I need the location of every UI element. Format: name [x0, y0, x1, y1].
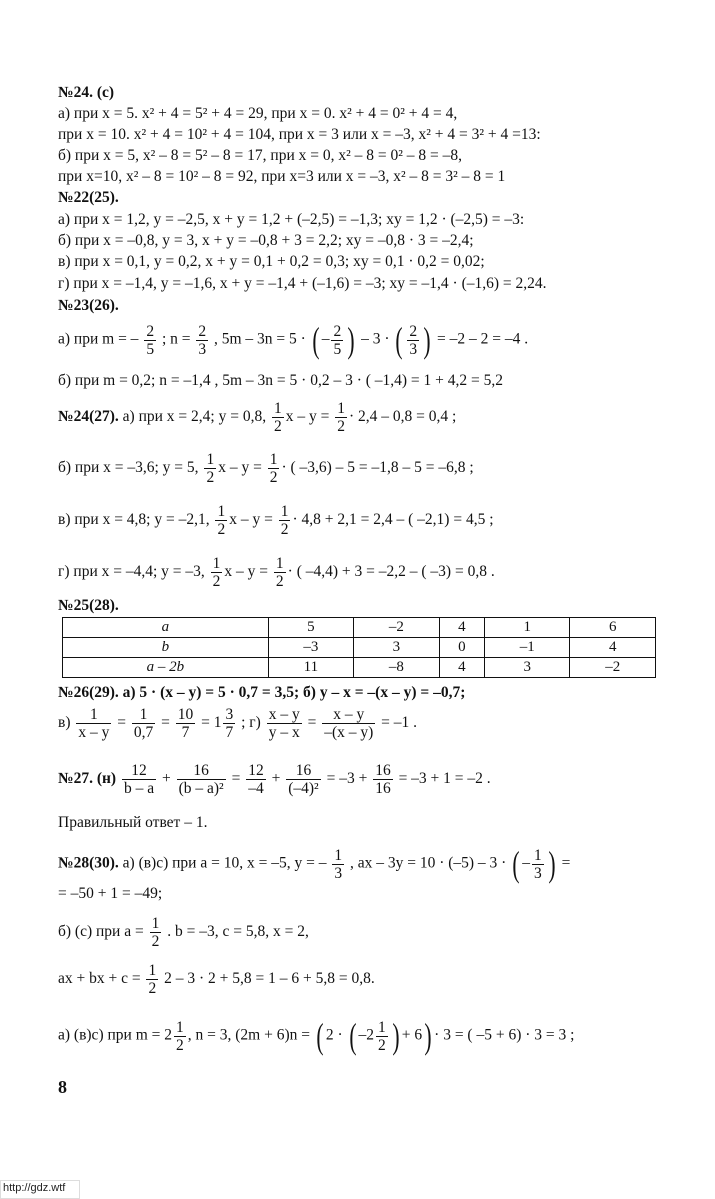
- numerator: 1: [273, 400, 282, 417]
- table-cell: 3: [485, 658, 570, 678]
- denominator: 2: [151, 933, 160, 950]
- left-paren: (: [348, 1016, 357, 1056]
- formula-line: [58, 555, 495, 590]
- denominator: y – x: [268, 724, 300, 741]
- text-segment: 2 ·: [325, 1026, 347, 1044]
- table-row: [63, 658, 656, 678]
- denominator: 2: [212, 573, 221, 590]
- denominator: –(x – y): [324, 724, 374, 741]
- text-segment: x – y =: [285, 408, 330, 426]
- fraction: [335, 400, 347, 435]
- denominator: b – a: [123, 780, 155, 797]
- text-segment: =: [561, 854, 571, 872]
- left-paren: (: [395, 320, 403, 360]
- denominator: (–4)²: [288, 780, 319, 797]
- fraction: [146, 962, 158, 997]
- text-segment: ; г): [241, 714, 261, 732]
- denominator: 2: [269, 469, 278, 486]
- text-segment: в) при x = 4,8; y = –2,1,: [58, 511, 210, 529]
- text-line: в) при x = 0,1, y = 0,2, x + y = 0,1 + 0,2 = 0,3; xy = 0,1 · 0,2 = 0,02;: [58, 253, 485, 270]
- table-cell: 5: [268, 618, 353, 638]
- text-segment: = –3 + 1 = –2 .: [398, 770, 491, 788]
- text-segment: 2 – 3 · 2 + 5,8 = 1 – 6 + 5,8 = 0,8.: [164, 970, 375, 988]
- problem-25-heading: №25(28).: [58, 597, 119, 614]
- text-segment: –2: [358, 1026, 375, 1044]
- formula-line: в) $\frac{1}{x - y}$ = $\frac{1}{0,7}$ = $\frac{10}{7}$ = 1 $\frac{3}{7}$ ; г) $\frac{x - y}{y - x}$ = $\frac{x - y}{-(x - y)}$ = –1 .: [58, 706, 418, 741]
- table-cell: –2: [354, 618, 439, 638]
- text-segment: , 5m – 3n = 5 ·: [214, 330, 306, 348]
- denominator: 5: [333, 340, 342, 358]
- text-segment: в): [58, 714, 71, 732]
- fraction: [331, 323, 343, 358]
- text-segment: . b = –3, c = 5,8, x = 2,: [167, 923, 309, 941]
- numerator: 2: [333, 322, 342, 340]
- denominator: 16: [375, 780, 391, 797]
- numerator: 2: [409, 322, 418, 340]
- table-cell: 4: [570, 638, 656, 658]
- formula-line: [58, 915, 309, 950]
- fraction: [223, 706, 235, 741]
- problem-24-heading: №24(27).: [58, 408, 119, 426]
- fraction: [272, 400, 284, 435]
- text-line: при x = 10. x² + 4 = 10² + 4 = 104, при x = 3 или x = –3, x² + 4 = 3² + 4 =13:: [58, 126, 541, 143]
- numerator: 1: [378, 1018, 386, 1036]
- text-segment: · 3 = ( –5 + 6) · 3 = 3 ;: [434, 1026, 575, 1044]
- problem-24c-heading: №24. (с): [58, 84, 115, 101]
- table-cell: –8: [354, 658, 439, 678]
- denominator: 2: [206, 469, 215, 486]
- table-cell: a: [63, 618, 269, 638]
- problem-28-heading: №28(30).: [58, 854, 119, 872]
- numerator: 1: [217, 503, 226, 520]
- table-cell: 11: [268, 658, 353, 678]
- denominator: 7: [181, 724, 190, 741]
- fraction: [373, 762, 393, 797]
- table-cell: 3: [354, 638, 439, 658]
- numerator: 1: [337, 400, 345, 417]
- formula-line: №28(30). а) (в)с) при a = 10, x = –5, y = – $\frac{1}{3}$ , ax – 3y = 10 · (–5) – 3 · ( – $\frac{1}{3}$ ) =: [58, 844, 571, 884]
- fraction: [268, 451, 280, 486]
- table-cell: –1: [485, 638, 570, 658]
- fraction: [176, 706, 196, 741]
- table-cell: 6: [570, 618, 656, 638]
- text-segment: а) (в)с) при a = 10, x = –5, y = –: [122, 854, 327, 872]
- problem-22-heading: №22(25).: [58, 189, 119, 206]
- denominator: 3: [533, 864, 542, 882]
- numerator: 1: [148, 962, 157, 979]
- formula-line: [58, 962, 375, 997]
- numerator: 16: [375, 762, 391, 779]
- numerator: 16: [177, 762, 226, 780]
- denominator: –4: [248, 780, 264, 797]
- right-paren: ): [423, 320, 431, 360]
- table-row: [63, 638, 656, 658]
- text-segment: x – y =: [224, 563, 269, 581]
- text-line: Правильный ответ – 1.: [58, 814, 208, 831]
- text-segment: · ( –4,4) + 3 = –2,2 – ( –3) = 0,8 .: [287, 563, 495, 581]
- table-cell: –3: [268, 638, 353, 658]
- numerator: 10: [177, 706, 194, 723]
- footer-url: http://gdz.wtf: [3, 1182, 66, 1194]
- fraction: [204, 451, 216, 486]
- text-line: а) при x = 1,2, y = –2,5, x + y = 1,2 + (–2,5) = –1,3; xy = 1,2 · (–2,5) = –3:: [58, 211, 525, 228]
- denominator: 2: [217, 521, 226, 538]
- denominator: 2: [275, 573, 284, 590]
- denominator: 5: [146, 340, 155, 358]
- text-segment: б) при x = –3,6; y = 5,: [58, 459, 199, 477]
- text-line: при x=10, x² – 8 = 10² – 8 = 92, при x=3 или x = –3, x² – 8 = 3² – 8 = 1: [58, 168, 506, 185]
- text-segment: а) при x = 2,4; y = 0,8,: [122, 408, 267, 426]
- fraction: [76, 706, 111, 741]
- numerator: 1: [212, 555, 221, 572]
- fraction: [246, 762, 266, 797]
- formula-line: [58, 451, 474, 486]
- fraction: [279, 503, 291, 538]
- formula-line: а) при m = – $\frac{2}{5}$ ; n = $\frac{2}{3}$ , 5m – 3n = 5 · ( – $\frac{2}{5}$ ) – 3 · ( $\frac{2}{3}$ ) = –2 – 2 = –4 .: [58, 320, 529, 360]
- denominator: 2: [337, 418, 345, 435]
- formula-line: [58, 400, 456, 435]
- fraction: [322, 706, 375, 741]
- fraction: [122, 762, 156, 797]
- text-line: б) при x = 5, x² – 8 = 5² – 8 = 17, при x = 0, x² – 8 = 0² – 8 = –8,: [58, 147, 463, 164]
- text-segment: + 6: [401, 1026, 423, 1044]
- fraction: [211, 555, 223, 590]
- text-segment: г) при x = –4,4; y = –3,: [58, 563, 205, 581]
- text-segment: ; n =: [161, 330, 191, 348]
- denominator: 2: [273, 418, 282, 435]
- fraction: [215, 503, 227, 538]
- fraction: [286, 762, 320, 797]
- values-table: [62, 617, 656, 678]
- fraction: [532, 847, 544, 882]
- numerator: 1: [269, 451, 278, 468]
- left-paren: (: [512, 844, 520, 884]
- text-segment: · ( –3,6) – 5 = –1,8 – 5 = –6,8 ;: [281, 459, 474, 477]
- problem-27-heading: №27. (н): [58, 770, 117, 788]
- fraction: [267, 706, 302, 741]
- numerator: 1: [533, 846, 542, 864]
- fraction: [177, 762, 226, 797]
- numerator: 1: [280, 503, 289, 520]
- denominator: 2: [378, 1036, 386, 1054]
- fraction: [407, 323, 419, 358]
- left-paren: (: [312, 320, 320, 360]
- fraction: [150, 915, 162, 950]
- numerator: 1: [275, 555, 284, 572]
- text-segment: x – y =: [218, 459, 262, 477]
- fraction: [274, 555, 286, 590]
- text-line: б) при m = 0,2; n = –1,4 , 5m – 3n = 5 · 0,2 – 3 · ( –1,4) = 1 + 4,2 = 5,2: [58, 372, 504, 389]
- denominator: 2: [280, 521, 289, 538]
- fraction: [332, 847, 344, 882]
- text-segment: x – y =: [229, 511, 273, 529]
- numerator: 12: [122, 762, 156, 780]
- text-segment: ax + bx + c =: [58, 970, 141, 988]
- denominator: x – y: [78, 724, 110, 741]
- text-segment: = –3 +: [326, 770, 368, 788]
- text-segment: , n = 3, (2m + 6)n =: [187, 1026, 310, 1044]
- formula-line: [58, 1018, 574, 1054]
- numerator: 1: [206, 451, 215, 468]
- table-cell: a – 2b: [63, 658, 269, 678]
- right-paren: ): [392, 1016, 400, 1056]
- numerator: 1: [132, 706, 155, 724]
- text-line: б) при x = –0,8, y = 3, x + y = –0,8 + 3 = 2,2; xy = –0,8 · 3 = –2,4;: [58, 232, 474, 249]
- text-line: = –50 + 1 = –49;: [58, 885, 163, 902]
- denominator: 0,7: [133, 724, 154, 741]
- denominator: (b – a)²: [178, 780, 224, 797]
- problem-23-heading: №23(26).: [58, 297, 119, 314]
- numerator: 12: [248, 762, 264, 779]
- denominator: 3: [334, 864, 343, 882]
- fraction: [196, 323, 208, 358]
- table-cell: –2: [570, 658, 656, 678]
- denominator: 7: [225, 724, 234, 741]
- numerator: 16: [286, 762, 320, 780]
- text-segment: = –1 .: [381, 714, 418, 732]
- text-line: г) при x = –1,4, y = –1,6, x + y = –1,4 + (–1,6) = –3; xy = –1,4 · (–1,6) = 2,24.: [58, 275, 547, 292]
- text-segment: , ax – 3y = 10 · (–5) – 3 ·: [349, 854, 507, 872]
- text-segment: – 3 ·: [361, 330, 390, 348]
- right-paren: ): [548, 844, 556, 884]
- text-segment: · 4,8 + 2,1 = 2,4 – ( –2,1) = 4,5 ;: [292, 511, 494, 529]
- numerator: 1: [151, 915, 160, 932]
- fraction: [132, 706, 155, 741]
- table-cell: 4: [439, 618, 484, 638]
- text-line: №26(29). а) 5 · (x – y) = 5 · 0,7 = 3,5; б) y – x = –(x – y) = –0,7;: [58, 684, 466, 701]
- denominator: 2: [148, 980, 157, 997]
- right-paren: ): [347, 320, 355, 360]
- numerator: 1: [176, 1018, 184, 1036]
- text-segment: = 1: [201, 714, 222, 732]
- denominator: 3: [409, 340, 418, 358]
- table-cell: 1: [485, 618, 570, 638]
- text-segment: а) (в)с) при m = 2: [58, 1026, 172, 1044]
- text-segment: б) (с) при a =: [58, 923, 144, 941]
- fraction: [376, 1019, 388, 1054]
- numerator: 1: [76, 706, 111, 724]
- table-cell: b: [63, 638, 269, 658]
- page-number: 8: [58, 1077, 67, 1097]
- fraction: [174, 1019, 186, 1054]
- text-segment: = –2 – 2 = –4 .: [437, 330, 529, 348]
- left-paren: (: [316, 1016, 324, 1056]
- text-segment: · 2,4 – 0,8 = 0,4 ;: [348, 408, 457, 426]
- numerator: 1: [334, 846, 343, 864]
- formula-line: [58, 503, 494, 538]
- right-paren: ): [424, 1016, 432, 1056]
- denominator: 2: [176, 1036, 184, 1054]
- denominator: 3: [198, 340, 207, 358]
- numerator: 2: [198, 322, 207, 340]
- table-cell: 4: [439, 658, 484, 678]
- text-segment: а) при m = –: [58, 330, 139, 348]
- numerator: 2: [146, 322, 155, 340]
- numerator: x – y: [322, 706, 375, 724]
- table-row: [63, 618, 656, 638]
- numerator: 3: [225, 706, 234, 723]
- fraction: [144, 323, 156, 358]
- table-cell: 0: [439, 638, 484, 658]
- text-line: а) при x = 5. x² + 4 = 5² + 4 = 29, при x = 0. x² + 4 = 0² + 4 = 4,: [58, 105, 458, 122]
- numerator: x – y: [268, 706, 300, 723]
- formula-line: №27. (н) $\frac{12}{b - a}$ + $\frac{16}{\text{(b – a)²}}$ = $\frac{12}{-4}$ + $\frac{16}{\text{(–4)²}}$ = –3 + $\frac{16}{16}$ = –3 + 1 = –2 .: [58, 762, 491, 797]
